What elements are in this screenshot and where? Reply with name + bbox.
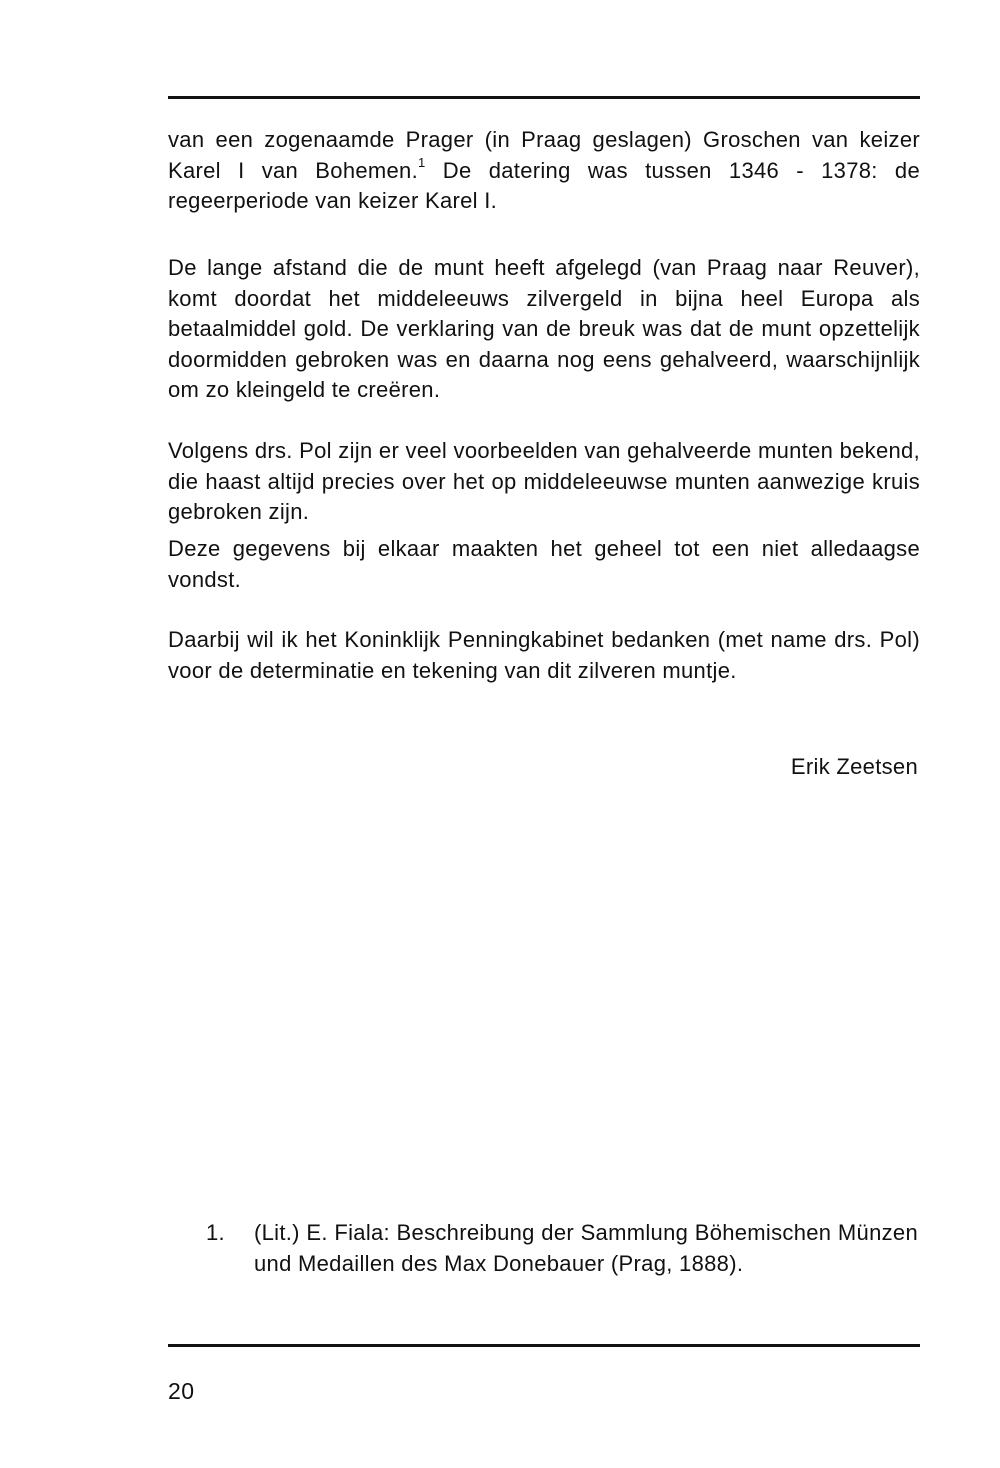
paragraph-unusual-find: Deze gegevens bij elkaar maakten het geheel tot een niet alledaagse vondst. — [168, 536, 920, 592]
author-signature: Erik Zeetsen — [790, 754, 918, 779]
paragraph-1-text-continued: De datering was tussen 1346 - 1378: de regeerperiode van keizer Karel I. — [168, 157, 920, 213]
paragraph-acknowledgement: Daarbij wil ik het Koninklijk Penningkabinet bedanken (met name drs. Pol) voor de determinatie en tekening van dit zilveren muntje. — [168, 627, 920, 683]
footnote — [206, 1218, 918, 1279]
bottom-rule — [168, 1344, 920, 1347]
paragraph-groschen-origin — [168, 125, 920, 217]
paragraph-1-text: van een zogenaamde Prager (in Praag geslagen) Groschen van keizer Karel I van Bohemen. — [168, 127, 920, 183]
paragraph-halved-coins: Volgens drs. Pol zijn er veel voorbeelden van gehalveerde munten bekend, die haast altijd precies over het op middeleeuwse munten aanwezige kruis gebroken zijn. — [168, 438, 920, 524]
footnote-marker: 1. — [206, 1220, 225, 1245]
footnote-reference: 1 — [418, 155, 426, 171]
paragraph-distance-and-break: De lange afstand die de munt heeft afgelegd (van Praag naar Reuver), komt doordat het middeleeuws zilvergeld in bijna heel Europa als betaalmiddel gold. De verklaring van de breuk was dat de munt opzettelijk doormidden gebroken was en daarna nog eens gehalveerd, waarschijnlijk om zo kleingeld te creëren. — [168, 255, 920, 402]
page-number: 20 — [168, 1378, 195, 1404]
footnote-text: (Lit.) E. Fiala: Beschreibung der Sammlung Böhemischen Münzen und Medaillen des Max Donebauer (Prag, 1888). — [254, 1220, 918, 1276]
top-rule — [168, 96, 920, 99]
